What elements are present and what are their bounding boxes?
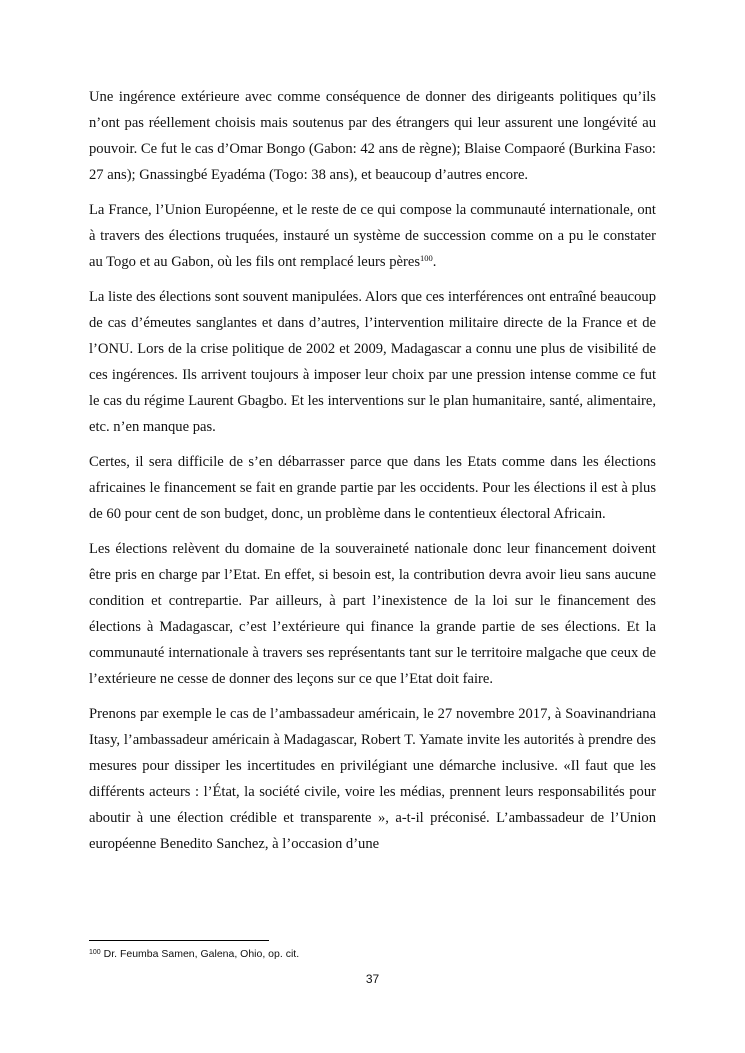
paragraph-2-text: La France, l’Union Européenne, et le reste de ce qui compose la communauté internationale, ont à travers des élections truquées, instauré un système de succession comme on a pu le constater au Togo et au Gabon, où les fils ont remplacé leurs pères: [89, 202, 656, 270]
body-text: [89, 84, 656, 866]
paragraph-3: La liste des élections sont souvent manipulées. Alors que ces interférences ont entraîné beaucoup de cas d’émeutes sanglantes et dans d’autres, l’intervention militaire directe de la France et de l’ONU. Lors de la crise politique de 2002 et 2009, Madagascar a connu une plus de visibilité de ces ingérences. Ils arrivent toujours à imposer leur choix par une pression intense comme ce fut le cas du régime Laurent Gbagbo. Et les interventions sur le plan humanitaire, santé, alimentaire, etc. n’en manque pas.: [89, 289, 656, 435]
paragraph-2-tail: .: [432, 254, 437, 270]
paragraph-6: Prenons par exemple le cas de l’ambassadeur américain, le 27 novembre 2017, à Soavinandriana Itasy, l’ambassadeur américain à Madagascar, Robert T. Yamate invite les autorités à prendre des mesures pour dissiper les incertitudes en privilégiant une démarche inclusive. «Il faut que les différents acteurs : l’État, la société civile, voire les médias, prennent leurs responsabilités pour aboutir à une élection crédible et transparente », a-t-il préconisé. L’ambassadeur de l’Union européenne Benedito Sanchez, à l’occasion d’une: [89, 706, 656, 852]
footnote-reference: 100: [420, 253, 433, 263]
page-number: 37: [365, 972, 380, 986]
footnote: [89, 947, 656, 961]
paragraph-2: [89, 197, 656, 275]
paragraph-5: Les élections relèvent du domaine de la souveraineté nationale donc leur financement doivent être pris en charge par l’Etat. En effet, si besoin est, la contribution devra avoir lieu sans aucune condition et contrepartie. Par ailleurs, à part l’inexistence de la loi sur le financement des élections à Madagascar, c’est l’extérieure qui finance la grande partie de ses élections. Et la communauté internationale à travers ses représentants tant sur le territoire malgache que ceux de l’extérieure ne cesse de donner des leçons sur ce que l’Etat doit faire.: [89, 541, 656, 687]
paragraph-4: Certes, il sera difficile de s’en débarrasser parce que dans les Etats comme dans les élections africaines le financement se fait en grande partie par les occidents. Pour les élections il est à plus de 60 pour cent de son budget, donc, un problème dans le contentieux électoral Africain.: [89, 454, 656, 522]
footnote-number: 100: [89, 949, 101, 956]
paragraph-1: Une ingérence extérieure avec comme conséquence de donner des dirigeants politiques qu’ils n’ont pas réellement choisis mais soutenus par des étrangers qui leur assurent une longévité au pouvoir. Ce fut le cas d’Omar Bongo (Gabon: 42 ans de règne); Blaise Compaoré (Burkina Faso: 27 ans); Gnassingbé Eyadéma (Togo: 38 ans), et beaucoup d’autres encore.: [89, 89, 656, 183]
footnote-text: Dr. Feumba Samen, Galena, Ohio, op. cit.: [100, 948, 300, 960]
footnote-separator: [89, 940, 269, 941]
